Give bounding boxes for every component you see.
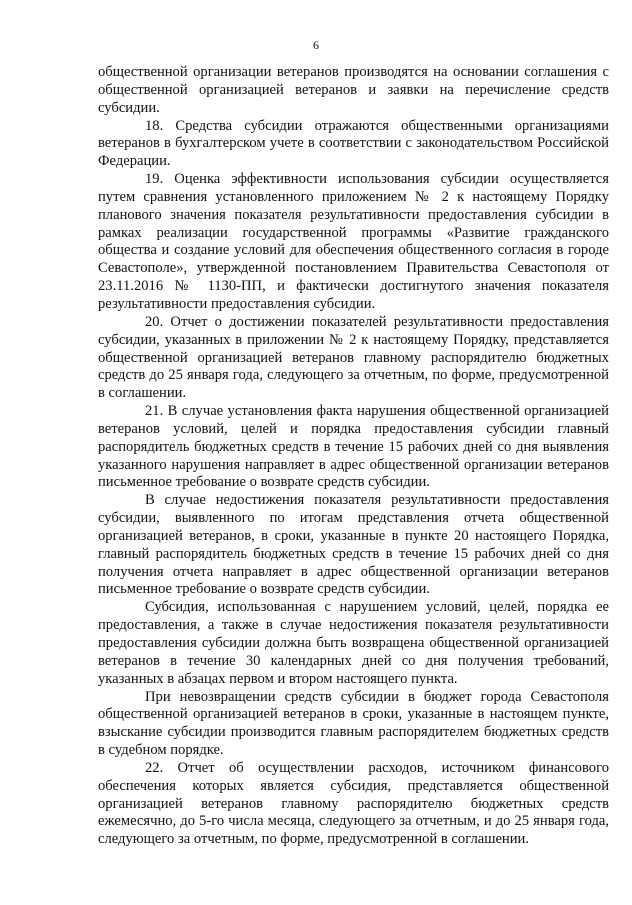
paragraph-continuation: общественной организации ветеранов производятся на основании соглашения с общественной организацией ветеранов и заявки на перечисление средств субсидии. [98, 64, 609, 116]
document-body [98, 64, 609, 849]
paragraph-18: 18. Средства субсидии отражаются общественными организациями ветеранов в бухгалтерском учете в соответствии с законодательством Российской Федерации. [98, 117, 609, 170]
paragraph-21: 21. В случае установления факта нарушения общественной организацией ветеранов условий, целей и порядка предоставления субсидии главный распорядитель бюджетных средств в течение 15 рабочих дней со дня выявления указанного нарушения направляет в адрес общественной организации ветеранов письменное требование о возврате средств субсидии. [98, 403, 609, 491]
paragraph-22: 22. Отчет об осуществлении расходов, источником финансового обеспечения которых является субсидия, представляется общественной организацией ветеранов главному распорядителю бюджетных средств ежемесячно, до 5-го числа месяца, следующего за отчетным, и до 25 января года, следующего за отчетным, по форме, предусмотренной в соглашении. [98, 759, 609, 848]
page-number: 6 [313, 38, 319, 52]
paragraph-21-part-3: Субсидия, использованная с нарушением условий, целей, порядка ее предоставления, а также в случае недостижения показателя результативности предоставления субсидии должна быть возвращена общественной организацией ветеранов в течение 30 календарных дней со дня получения требований, указанных в абзацах первом и втором настоящего пункта. [98, 599, 609, 687]
paragraph-20: 20. Отчет о достижении показателей результативности предоставления субсидии, указанных в приложении № 2 к настоящему Порядку, представляется общественной организацией ветеранов главному распорядителю бюджетных средств до 25 января года, следующего за отчетным, по форме, предусмотренной в соглашении. [98, 313, 609, 402]
paragraph-21-part-2: В случае недостижения показателя результативности предоставления субсидии, выявленного по итогам представления отчета общественной организацией ветеранов, в сроки, указанные в пункте 20 настоящего Порядка, главный распорядитель бюджетных средств в течение 15 рабочих дней со дня получения отчета направляет в адрес общественной организации ветеранов письменное требование о возврате средств субсидии. [98, 492, 609, 598]
paragraph-19: 19. Оценка эффективности использования субсидии осуществляется путем сравнения установленного приложением № 2 к настоящему Порядку планового значения показателя результативности предоставления субсидии в рамках реализации государственной программы «Развитие гражданского общества и создание условий для обеспечения общественного согласия в городе Севастополе», утвержденной постановлением Правительства Севастополя от 23.11.2016 № 1130-ПП, и фактически достигнутого значения показателя результативности предоставления субсидии. [98, 171, 609, 312]
paragraph-21-part-4: При невозвращении средств субсидии в бюджет города Севастополя общественной организацией ветеранов в сроки, указанные в настоящем пункте, взыскание субсидии производится главным распорядителем бюджетных средств в судебном порядке. [98, 688, 609, 759]
